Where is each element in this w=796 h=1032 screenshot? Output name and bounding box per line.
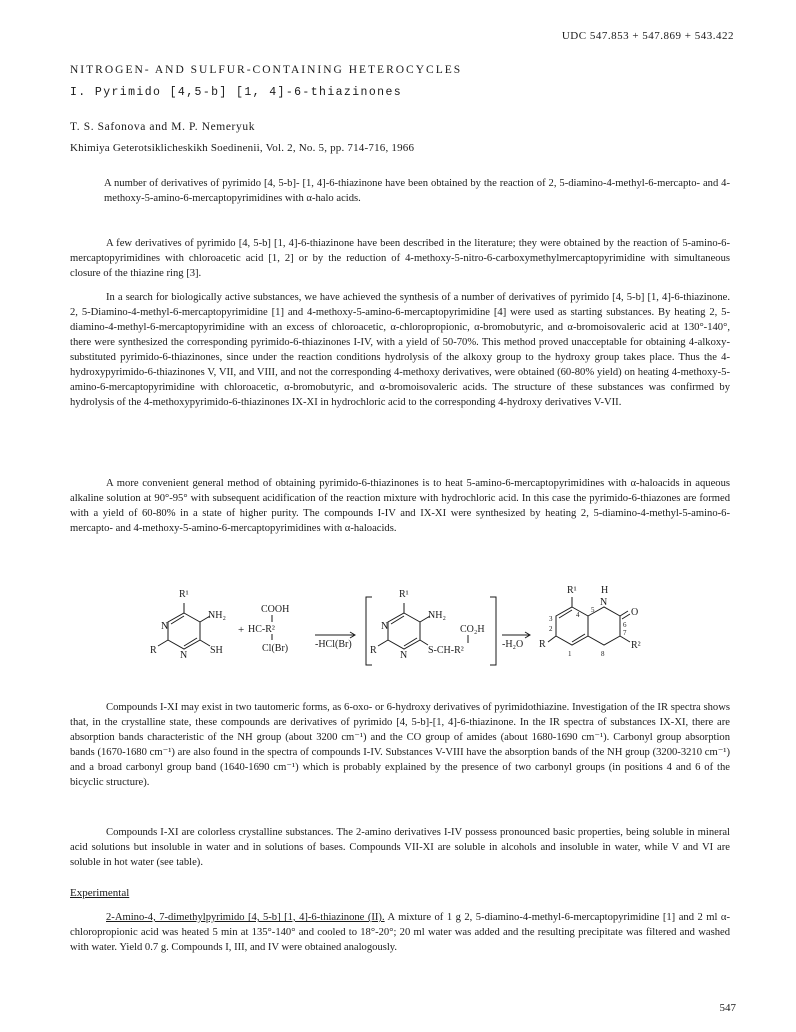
cooh-label: COOH — [261, 604, 290, 615]
r-label-c: R — [539, 639, 546, 650]
plus-sign: + — [238, 624, 245, 636]
position-2: 2 — [549, 625, 553, 633]
pyrimidine-ring-b — [388, 613, 420, 649]
pyrimidine-ring-c — [556, 607, 588, 645]
procedure-text: A mixture of 1 g 2, 5-diamino-4-methyl-6-mercaptopyrimidine [1] and 2 ml α-chloropropionic acid was heated 5 min at 135°-140° and cooled to 18°-20°; 20 ml water was added and the resulting precipitate was filtered and washed with water. Yield 0.7 g. Compounds I, III, and IV were obtained analogously. — [70, 912, 730, 953]
r-label-a: R — [150, 645, 157, 656]
ring-n-a2: N — [180, 650, 188, 661]
udc-classification: UDC 547.853 + 547.869 + 543.422 — [561, 30, 734, 42]
halogen-label: Cl(Br) — [262, 643, 289, 654]
pyrimidine-ring-a — [168, 613, 200, 649]
page-number: 547 — [719, 1002, 736, 1014]
position-7: 7 — [623, 629, 627, 637]
r2-label-c: R² — [631, 640, 641, 651]
position-6: 6 — [623, 621, 627, 629]
paragraph-properties: Compounds I-XI are colorless crystalline substances. The 2-amino derivatives I-IV possess pronounced basic properties, being soluble in mineral acid solutions but insoluble in water and in solutions of bases. Compounds VII-XI are soluble in alcohols and insoluble in water, while V and VI are soluble in hot water (see table). — [70, 827, 730, 868]
r1-label-b: R¹ — [399, 589, 409, 600]
position-5: 5 — [591, 606, 595, 614]
compound-title: 2-Amino-4, 7-dimethylpyrimido [4, 5-b] [1, 4]-6-thiazinone (II). — [106, 912, 385, 923]
paragraph-ir-spectra: Compounds I-XI may exist in two tautomeric forms, as 6-oxo- or 6-hydroxy derivatives of pyrimidothiazine. Investigation of the IR spectra shows that, in the crystalline state, these compounds are derivatives of pyrimido [4, 5-b]-[1, 4]-6-thiazinone. In the IR spectra of substances IX-XI, there are absorption bands characteristic of the NH group (about 3200 cm⁻¹) and the CO group of amides (about 1680-1690 cm⁻¹). Carbonyl group absorption bands (1670-1680 cm⁻¹) are also found in the spectra of compounds I-IV. Substances V-VIII have the absorption bands of the NH group (3200-3210 cm⁻¹) and a broad carbonyl group band (1640-1690 cm⁻¹) which is probably explained by the presence of two carbonyl groups (in positions 4 and 6 of the bicyclic structure). — [70, 702, 730, 788]
n5-label: N — [600, 597, 608, 608]
h-label: H — [601, 585, 609, 596]
ring-n-b1: N — [381, 621, 389, 632]
r-label-b: R — [370, 645, 377, 656]
paragraph-synthesis: In a search for biologically active substances, we have achieved the synthesis of a number of derivatives of pyrimido [4, 5-b] [1, 4]-6-thiazinone. 2, 5-Diamino-4-methyl-6-mercaptopyrimidine [1] and 4-methoxy-5-amino-6-mercaptopyrimidine [4] were used as starting substances. By heating 2, 5-diamino-4-methyl-6-mercaptopyrimidine with an excess of chloroacetic, α-chloropropionic, α-bromobutyric, and α-bromoisovaleric acid at 130°-140°, there were synthesized the corresponding pyrimido-6-thiazinones I-IV, with a yield of 50-70%. This method proved unacceptable for obtaining 4-alkoxy-substituted pyrimido-6-thiazinones, since under the reaction conditions hydrolysis of the alkoxy group to the hydroxy group takes place. Thus the 4-hydroxypyrimido-6-thiazinones V, VII, and VIII, and not the corresponding 4-methoxy derivatives, were obtained (60-80% yield) on heating 4-methoxy-5-amino-6-mercaptopyrimidine with chloroacetic, α-bromobutyric, and α-bromoisovaleric acids. The structure of these substances was confirmed by hydrolysis of the 4-methoxypyrimido-6-thiazinones IX-XI in hydrochloric acid to the corresponding 4-hydroxy derivatives V-VII. — [70, 292, 730, 408]
reaction-scheme — [150, 585, 710, 680]
r1-label-a: R¹ — [179, 589, 189, 600]
journal-citation: Khimiya Geterotsiklicheskikh Soedinenii, Vol. 2, No. 5, pp. 714-716, 1966 — [70, 142, 415, 154]
abstract: A number of derivatives of pyrimido [4, 5-b]- [1, 4]-6-thiazinone have been obtained by the reaction of 2, 5-diamino-4-methyl-6-mercapto- and 4-methoxy-5-amino-6-mercaptopyrimidines with α-halo acids. — [104, 178, 730, 204]
nh2-label-a: NH₂ — [208, 610, 226, 621]
paragraph-method: A more convenient general method of obtaining pyrimido-6-thiazinones is to heat 5-amino-6-mercaptopyrimidines with α-haloacids in aqueous alkaline solution at 90°-95° with subsequent acidification of the reaction mixture with hydrochloric acid. In this case the pyrimido-6-thiazones are formed with a yield of 60-80% in a state of higher purity. The compounds I-IV and IX-XI were synthesized by heating 2, 5-diamino-4-methyl-5-amino-6-mercapto- and 4-methoxy-5-amino-6-mercaptopyrimidines with α-haloacids. — [70, 478, 730, 534]
experimental-heading: Experimental — [70, 887, 130, 899]
position-8: 8 — [601, 650, 605, 658]
series-title: NITROGEN- AND SULFUR-CONTAINING HETEROCYCLES — [70, 64, 463, 76]
minus-hcl-label: -HCl(Br) — [315, 639, 352, 650]
hc-r2-label: HC-R² — [248, 624, 275, 635]
paragraph-intro: A few derivatives of pyrimido [4, 5-b] [1, 4]-6-thiazinone have been described in the literature; they were obtained by the reaction of 5-amino-6-mercaptopyrimidines with chloroacetic acid [1, 2] or by the reduction of 4-methoxy-5-nitro-6-carboxymethylmercaptopyrimidine with simultaneous closure of the thiazine ring [3]. — [70, 238, 730, 279]
position-4: 4 — [576, 611, 580, 619]
article-title: I. Pyrimido [4,5-b] [1, 4]-6-thiazinones — [70, 86, 403, 99]
position-3: 3 — [549, 615, 553, 623]
ring-n-b2: N — [400, 650, 408, 661]
o-label: O — [631, 607, 639, 618]
minus-h2o-label: -H₂O — [502, 639, 524, 650]
co2h-label: CO₂H — [460, 624, 485, 635]
position-1: 1 — [568, 650, 572, 658]
r1-label-c: R¹ — [567, 585, 577, 596]
s-ch-r2-label: S-CH-R² — [428, 645, 464, 656]
nh2-label-b: NH₂ — [428, 610, 446, 621]
ring-n-a1: N — [161, 621, 169, 632]
sh-label: SH — [210, 645, 223, 656]
experimental-procedure — [70, 910, 730, 955]
authors: T. S. Safonova and M. P. Nemeryuk — [70, 121, 256, 133]
